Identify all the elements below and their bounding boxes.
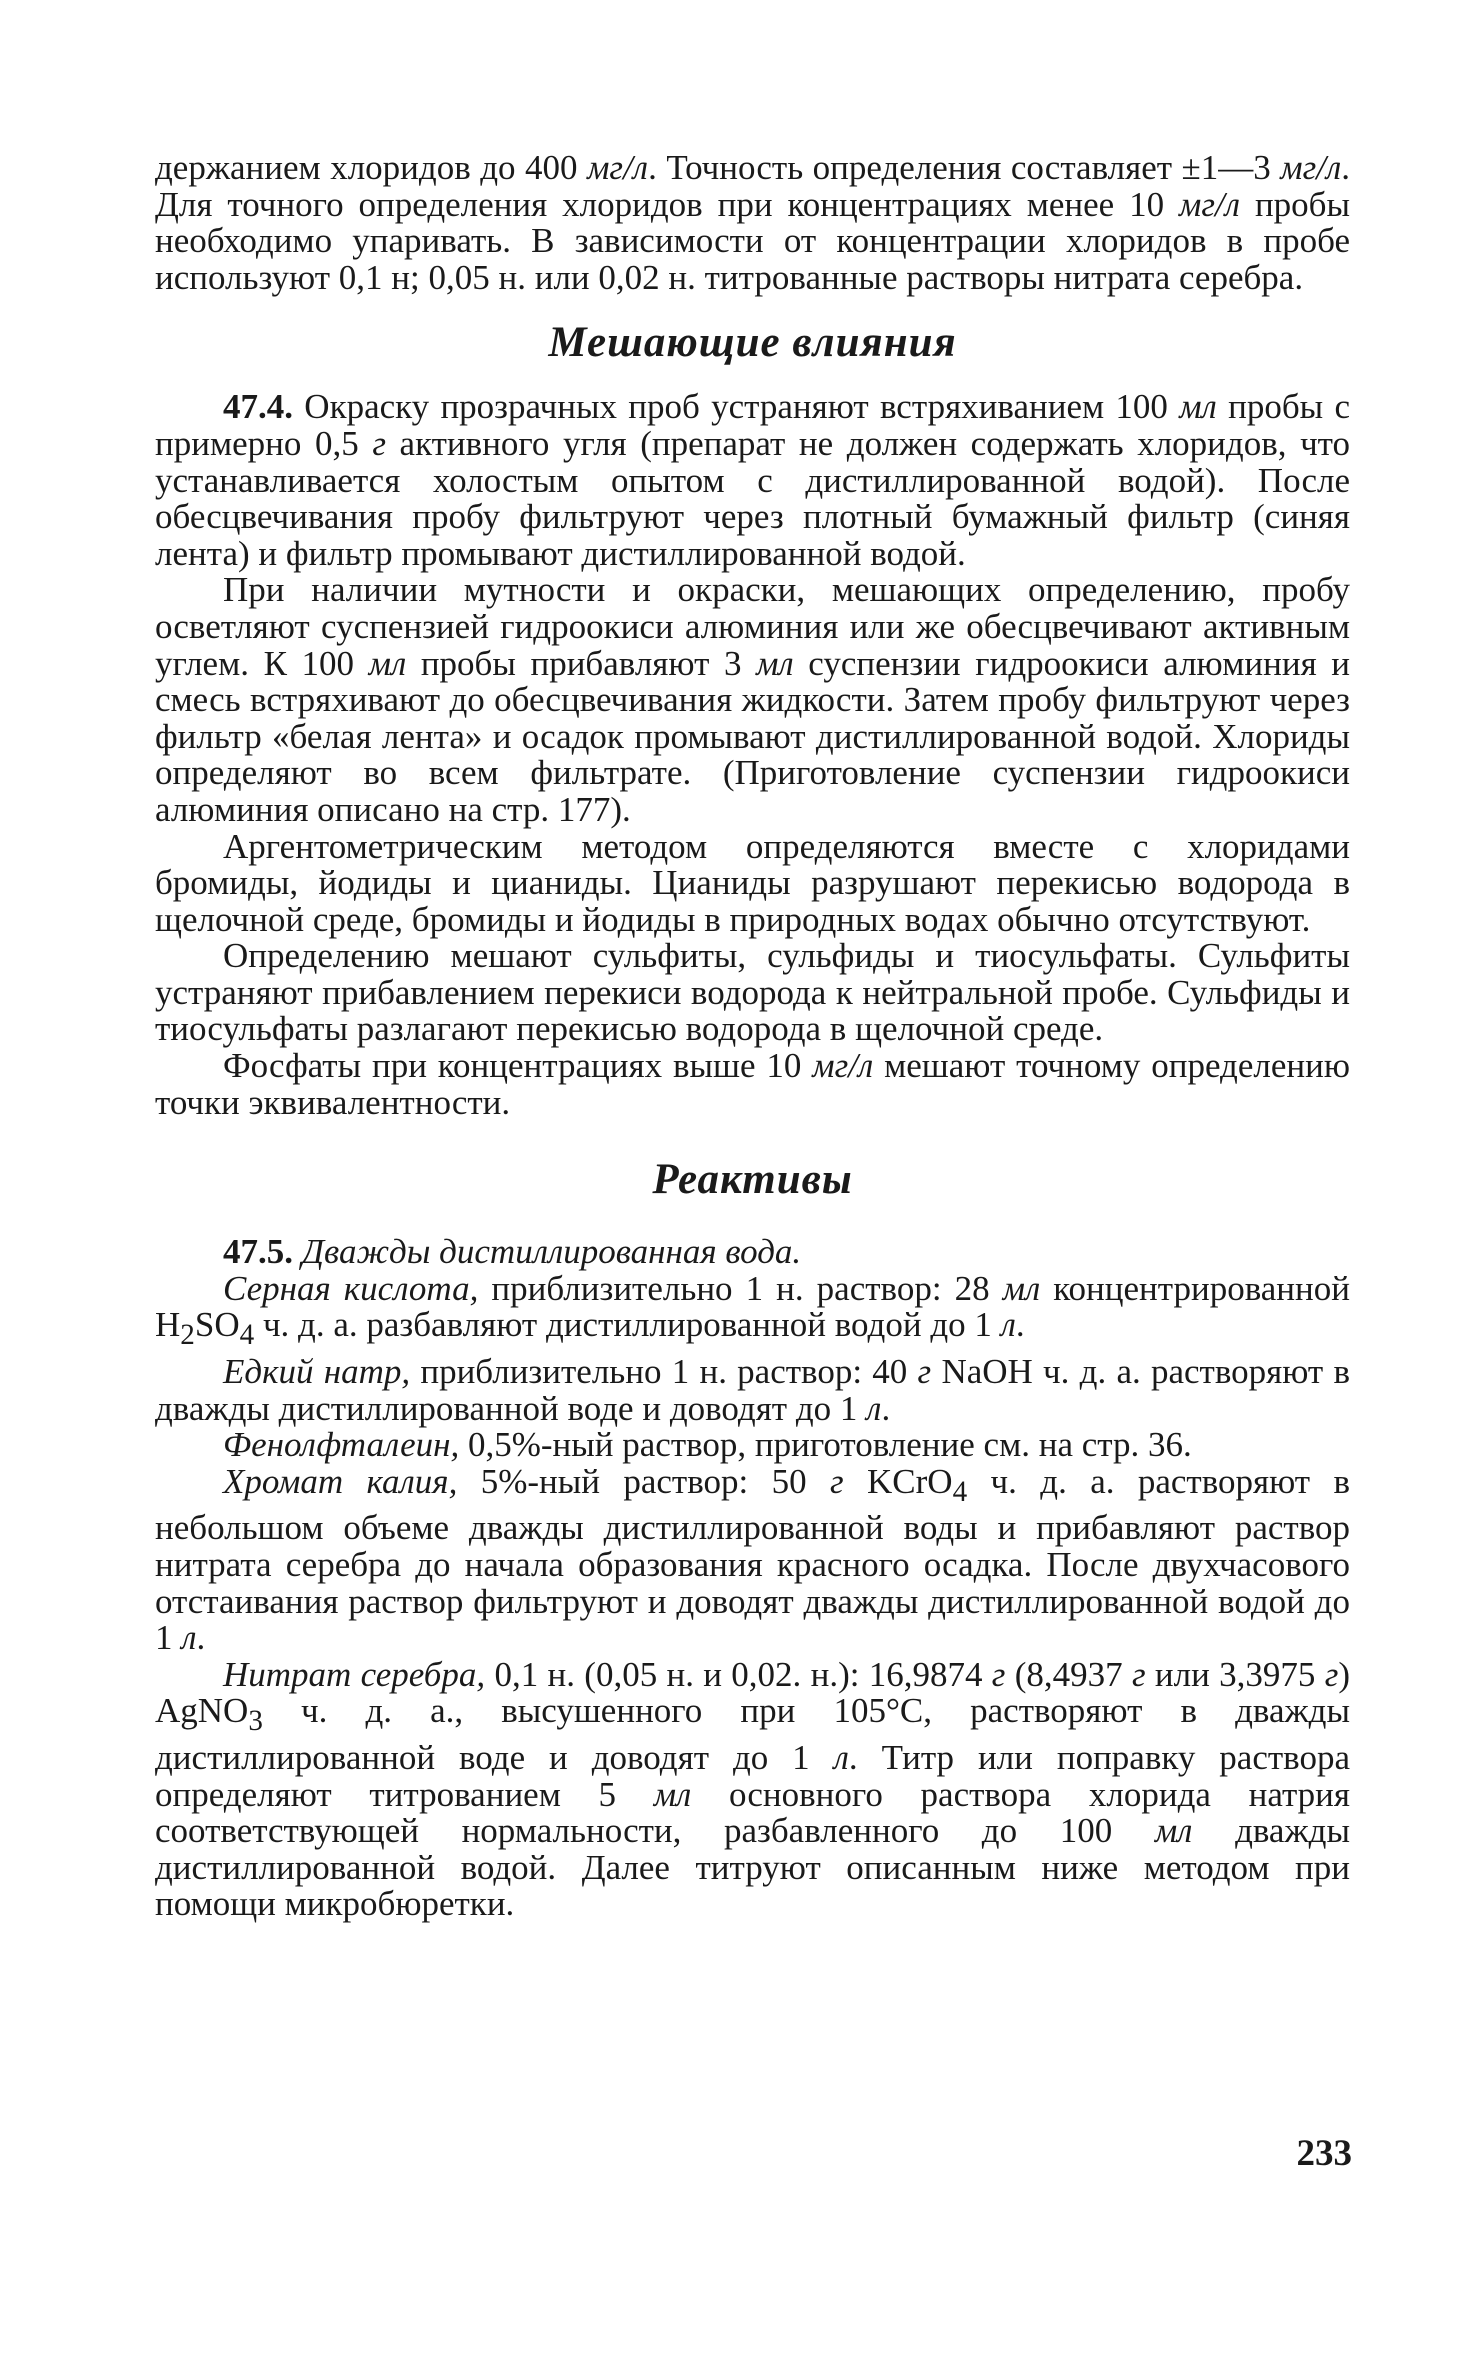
text-run: .	[1015, 1305, 1025, 1345]
paragraph-47-4	[155, 389, 1350, 572]
unit: мл	[653, 1774, 692, 1814]
text-run: суспензии гидроокиси алюминия и смесь встряхивают до обесцвечивания жидкости. Затем пробу фильтруют через фильтр «белая лента» и осадок промывают дистиллированной водой. Хлориды определяют во всем фильтрате. (Приготовление суспензии гидроокиси алюминия описано на стр. 177).	[155, 643, 1350, 829]
reagent-phenolphthalein	[155, 1427, 1350, 1464]
text-run: ) AgNO	[155, 1654, 1350, 1731]
page-number: 233	[1296, 2133, 1352, 2174]
text-run: активного угля (препарат не должен содержать хлоридов, что устанавливается холостым опытом с дистиллированной водой). После обесцвечивания пробу фильтруют через плотный бумажный фильтр (синяя лента) и фильтр промывают дистиллированной водой.	[155, 423, 1351, 573]
text-run: ч. д. а., высушенного при 105°C, растворяют в дважды дистиллированной воде и доводят до 1	[155, 1691, 1350, 1777]
text-run: или 3,3975	[1145, 1654, 1325, 1694]
unit: л	[181, 1618, 197, 1658]
unit: мг/л	[812, 1046, 874, 1086]
paragraph-phosphates	[155, 1048, 1350, 1121]
reagent-name: Серная кислота,	[223, 1268, 479, 1308]
text-run: ч. д. а. растворяют в небольшом объеме дважды дистиллированной воды и прибавляют раствор нитрата серебра до начала образования красного осадка. После двухчасового отстаивания раствор фильтруют и доводят дважды дистиллированной водой до 1	[155, 1461, 1350, 1658]
unit: г	[917, 1352, 932, 1392]
unit: л	[1000, 1305, 1016, 1345]
text-run: . Точность определения составляет ±1—3	[648, 148, 1281, 187]
unit: мл	[1179, 387, 1217, 427]
text-run: приблизительно 1 н. раствор: 28	[478, 1268, 1003, 1308]
unit: мл	[1154, 1811, 1193, 1851]
text-run: .	[881, 1388, 891, 1428]
text-run: Фосфаты при концентрациях выше 10	[223, 1046, 813, 1086]
unit: мг/л	[1280, 148, 1342, 187]
unit: л	[833, 1737, 849, 1777]
page-body	[155, 150, 1350, 1923]
text-run: пробы прибавляют 3	[406, 643, 757, 683]
reagent-name: Фенолфталеин,	[223, 1425, 460, 1465]
paragraph-argentometric: Аргентометрическим методом определяются вместе с хлоридами бромиды, йодиды и цианиды. Цианиды разрушают перекисью водорода в щелочной среде, бромиды и йодиды в природных водах обычно отсутствуют.	[155, 826, 1350, 939]
text-run: (8,4937	[1005, 1654, 1132, 1694]
text-run: пробы с примерно 0,5	[155, 387, 1350, 463]
text-run: .	[196, 1618, 206, 1658]
unit: мл	[1002, 1268, 1041, 1308]
unit: л	[866, 1388, 882, 1428]
unit: мл	[368, 643, 407, 683]
reagent-sulfuric-acid	[155, 1268, 1350, 1354]
subscript: 4	[239, 1319, 255, 1352]
reagent-water	[155, 1234, 1350, 1271]
text-run: KCrO	[843, 1461, 953, 1501]
unit: г	[1324, 1654, 1339, 1694]
text-run: мешают точному определению точки эквивалентности.	[155, 1046, 1350, 1122]
reagent-name: Нитрат серебра,	[223, 1654, 486, 1694]
unit: г	[1131, 1654, 1146, 1694]
text-run: 0,5%-ный раствор, приготовление см. на стр. 36.	[459, 1425, 1192, 1465]
text-run: . Титр или поправку раствора определяют титрованием 5	[155, 1737, 1350, 1814]
text-run: приблизительно 1 н. раствор: 40	[410, 1352, 918, 1392]
text-run: . Для точного определения хлоридов при концентрациях менее 10	[155, 148, 1350, 224]
subscript: 3	[248, 1705, 263, 1738]
unit: мл	[756, 643, 794, 683]
text-run: держанием хлоридов до 400	[155, 148, 588, 187]
text-run: NaOH ч. д. а. растворяют в дважды дистиллированной воде и доводят до 1	[155, 1352, 1350, 1428]
unit: мг/л	[587, 148, 649, 187]
text-run: При наличии мутности и окраски, мешающих определению, пробу осветляют суспензией гидроокиси алюминия или же обесцвечивают активным углем. К 100	[155, 570, 1350, 683]
section-heading-interference: Мешающие влияния	[548, 319, 957, 367]
reagent-sodium-hydroxide	[155, 1354, 1350, 1427]
text-run: 0,1 н. (0,05 н. и 0,02. н.): 16,9874	[485, 1654, 992, 1694]
text-run: дважды дистиллированной водой. Далее титруют описанным ниже методом при помощи микробюретки.	[155, 1811, 1350, 1924]
section-number: 47.4.	[223, 387, 293, 427]
text-run: SO	[194, 1305, 240, 1345]
unit: г	[372, 423, 386, 463]
paragraph-sulfites: Определению мешают сульфиты, сульфиды и тиосульфаты. Сульфиты устраняют прибавлением перекиси водорода к нейтральной пробе. Сульфиды и тиосульфаты разлагают перекисью водорода в щелочной среде.	[155, 936, 1350, 1049]
reagent-silver-nitrate	[155, 1654, 1351, 1924]
unit: г	[991, 1654, 1006, 1694]
text-run: 5%-ный раствор: 50	[457, 1461, 830, 1501]
text-run: основного раствора хлорида натрия соответствующей нормальности, разбавленного до 100	[155, 1774, 1351, 1851]
subscript: 4	[952, 1475, 968, 1508]
reagent-potassium-chromate	[155, 1461, 1350, 1658]
reagent-name: Дважды дистиллированная вода.	[293, 1232, 802, 1272]
text-run: пробы необходимо упаривать. В зависимости от концентрации хлоридов в пробе используют 0,1 н; 0,05 н. или 0,02 н. титрованные растворы нитрата серебра.	[155, 184, 1350, 297]
unit: мг/л	[1179, 184, 1241, 224]
text-run: Окраску прозрачных проб устраняют встряхиванием 100	[293, 387, 1180, 427]
section-number: 47.5.	[223, 1232, 293, 1272]
section-heading-reagents: Реактивы	[652, 1156, 853, 1204]
text-run: концентрированной H	[155, 1268, 1350, 1345]
subscript: 2	[180, 1319, 195, 1352]
text-run: ч. д. а. разбавляют дистиллированной водой до 1	[254, 1305, 1001, 1345]
reagent-name: Хромат калия,	[223, 1461, 458, 1501]
paragraph-turbidity	[155, 572, 1350, 828]
intro-paragraph	[155, 150, 1350, 296]
reagent-name: Едкий натр,	[223, 1352, 411, 1392]
unit: г	[830, 1461, 844, 1501]
